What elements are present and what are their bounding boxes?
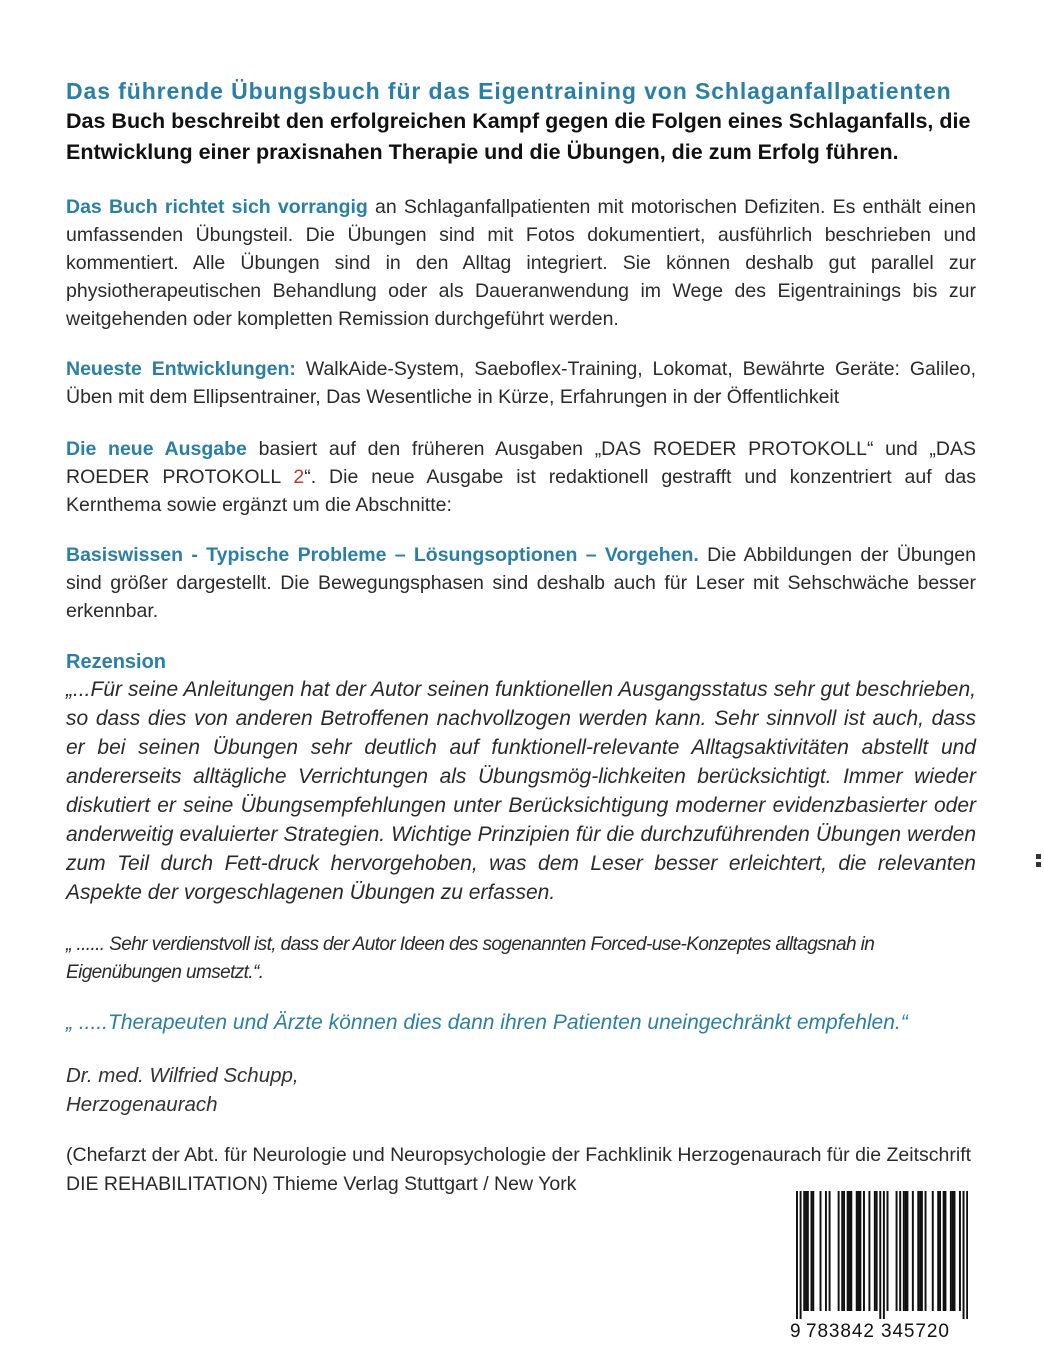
barcode-bar [883, 1191, 885, 1319]
target-text: an Schlaganfallpatienten mit motorischen Defiziten. Es enthält einen umfassenden Übungsteil. Die Übungen sind mit Fotos dokumentiert, ausführlich beschrieben und kommentiert. Alle Übungen sind in den Alltag integriert. Sie können deshalb gut parallel zur physiotherapeutischen Behandlung oder als Daueranwendung im Wege des Eigentrainings bis zur weitgehenden oder kompletten Remission durchgeführt werden. [66, 196, 976, 330]
barcode-bar [937, 1191, 939, 1311]
barcode-bar [800, 1191, 802, 1319]
target-lead: Das Buch richtet sich vorrangig [66, 196, 368, 218]
barcode-bar [905, 1191, 907, 1311]
barcode-bar [810, 1191, 812, 1311]
barcode-bar [859, 1191, 861, 1311]
barcode-bar [879, 1191, 881, 1319]
barcode-bar [868, 1191, 870, 1311]
newest-lead: Neueste Entwicklungen: [66, 358, 296, 380]
barcode-bar [944, 1191, 946, 1311]
barcode-bar [903, 1191, 905, 1311]
barcode-bar [812, 1191, 814, 1311]
barcode-bar [825, 1191, 827, 1311]
review-quote-forced-use: „ ...... Sehr verdienstvoll ist, dass der Autor Ideen des sogenannten Forced-use-Konzeptes alltagsnah in Eigenübungen umsetzt.“. [66, 934, 875, 983]
barcode-bar [950, 1191, 952, 1311]
barcode-bar [803, 1191, 805, 1311]
book-tagline: Das führende Übungsbuch für das Eigentraining von Schlaganfallpatienten [66, 78, 952, 104]
edition-paragraph [66, 435, 976, 519]
barcode-bar [849, 1191, 851, 1311]
barcode-bar [906, 1191, 908, 1311]
barcode-digits: 783842 345720 [806, 1321, 950, 1342]
basics-lead: Basiswissen - Typische Probleme – Lösungsoptionen – Vorgehen. [66, 544, 699, 566]
back-cover [66, 76, 976, 1199]
review-author-name: Dr. med. Wilfried Schupp, [66, 1064, 299, 1087]
review-heading: Rezension [66, 651, 167, 673]
barcode-bar [912, 1191, 914, 1311]
barcode-bar [876, 1191, 878, 1311]
barcode-bar [921, 1191, 923, 1311]
barcode-first-digit: 9 [790, 1321, 801, 1342]
barcode-bar [952, 1191, 954, 1311]
barcode-bars [796, 1191, 968, 1319]
edition-text-b: “. Die neue Ausgabe ist redaktionell gestrafft und konzentriert auf das Kernthema sowie ergänzt um die Abschnitte: [66, 466, 976, 516]
newest-paragraph [66, 355, 976, 411]
book-subtitle: Das Buch beschreibt den erfolgreichen Kampf gegen die Folgen eines Schlaganfalls, die Entwicklung einer praxisnahen Therapie und die Übungen, die zum Erfolg führen. [66, 109, 971, 164]
barcode-bar [874, 1191, 876, 1311]
barcode-bar [932, 1191, 934, 1311]
barcode-bar [838, 1191, 840, 1311]
barcode-bar [954, 1191, 956, 1311]
barcode-bar [896, 1191, 898, 1311]
review-source: (Chefarzt der Abt. für Neurologie und Neuropsychologie der Fachklinik Herzogenaurach für die Zeitschrift DIE REHABILITATION) Thieme Verlag Stuttgart / New York [66, 1144, 972, 1195]
basics-paragraph [66, 541, 976, 625]
review-author-city: Herzogenaurach [66, 1093, 218, 1116]
isbn-barcode [790, 1189, 975, 1347]
barcode-bar [841, 1191, 843, 1311]
barcode-bar [887, 1191, 889, 1311]
edition-text-a: basiert auf den früheren Ausgaben „DAS ROEDER PROTOKOLL“ und „DAS ROEDER PROTOKOLL [66, 438, 976, 488]
barcode-bar [850, 1191, 852, 1311]
barcode-bar [807, 1191, 809, 1311]
barcode-bar [863, 1191, 865, 1311]
barcode-bar [820, 1191, 822, 1311]
barcode-bar [843, 1191, 845, 1311]
edition-red-number: 2 [293, 466, 305, 488]
barcode-bar [963, 1191, 965, 1319]
barcode-bar [856, 1191, 858, 1311]
barcode-bar [847, 1191, 849, 1311]
barcode-bar [966, 1191, 968, 1319]
barcode-bar [919, 1191, 921, 1311]
barcode-bar [796, 1191, 798, 1319]
barcode-bar [829, 1191, 831, 1311]
barcode-bar [917, 1191, 919, 1311]
barcode-bar [943, 1191, 945, 1311]
barcode-bar [939, 1191, 941, 1311]
edition-lead: Die neue Ausgabe [66, 438, 247, 460]
newest-text: WalkAide-System, Saeboflex-Training, Lokomat, Bewährte Geräte: Galileo, Üben mit dem Ellipsentrainer, Das Wesentliche in Kürze, Erfahrungen in der Öffentlichkeit [66, 358, 976, 408]
barcode-bar [858, 1191, 860, 1311]
target-paragraph [66, 193, 976, 333]
barcode-bar [899, 1191, 901, 1311]
basics-text: Die Abbildungen der Übungen sind größer dargestellt. Die Bewegungsphasen sind deshalb auch für Leser mit Sehschwäche besser erkennbar. [66, 544, 976, 622]
barcode-bar [805, 1191, 807, 1311]
barcode-bar [959, 1191, 961, 1311]
barcode-bar [925, 1191, 927, 1311]
review-quote-main: „...Für seine Anleitungen hat der Autor seinen funktionellen Ausgangsstatus sehr gut beschrieben, so dass dies von anderen Betroffenen nachvollzogen werden kann. Sehr sinnvoll ist auch, dass er bei seinen Übungen sehr deutlich auf funktionell-relevante Alltagsaktivitäten abstellt und andererseits alltägliche Verrichtungen als Übungsmög-lichkeiten berücksichtigt. Immer wieder diskutiert er seine Übungsempfehlungen unter Berücksichtigung moderner evidenzbasierter oder anderweitig evaluierter Strategien. Wichtige Prinzipien für die durchzuführenden Übungen werden zum Teil durch Fett-druck hervorgehoben, was dem Leser besser erleichtert, die relevanten Aspekte der vorgeschlagenen Übungen zu erfassen. [66, 678, 976, 904]
side-edge-mark [1036, 854, 1041, 876]
review-quote-recommendation: „ .....Therapeuten und Ärzte können dies dann ihren Patienten uneingechränkt empfehlen.“ [66, 1011, 908, 1034]
